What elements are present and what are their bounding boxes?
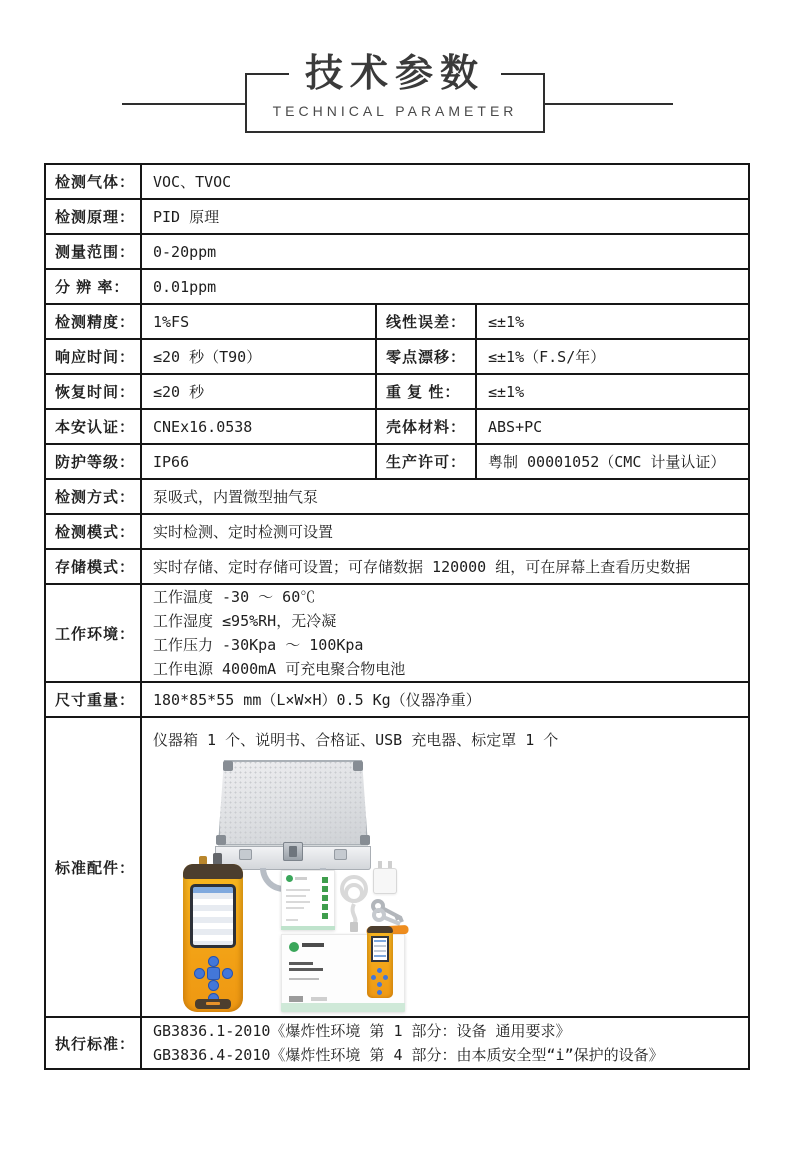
label-linearity-error: 线性误差：	[376, 304, 476, 339]
value-executive-standards	[141, 1017, 749, 1069]
table-row	[45, 549, 749, 584]
accessories-text: 仪器箱 1 个、说明书、合格证、USB 充电器、标定罩 1 个	[153, 730, 559, 749]
case-handle	[260, 868, 326, 892]
value-accuracy: 1%FS	[141, 304, 376, 339]
usb-cable-image	[335, 872, 373, 934]
page-header	[0, 0, 790, 160]
value-size-weight: 180*85*55 mm（L×W×H）0.5 Kg（仪器净重）	[141, 682, 749, 717]
label-gas: 检测气体：	[45, 164, 141, 199]
table-row	[45, 682, 749, 717]
certificate-image	[281, 870, 335, 930]
detector-screen	[190, 884, 236, 948]
detector-button	[207, 967, 220, 980]
label-detection-method: 检测方式：	[45, 479, 141, 514]
table-row	[45, 234, 749, 269]
brand-logo	[289, 942, 299, 952]
value-range: 0-20ppm	[141, 234, 749, 269]
label-protection-rating: 防护等级：	[45, 444, 141, 479]
env-line-pressure: 工作压力 -30Kpa ～ 100Kpa	[153, 636, 364, 654]
header-rule-right	[545, 103, 673, 105]
gas-detector-image	[183, 864, 243, 1012]
manual-image	[281, 934, 405, 1012]
value-gas: VOC、TVOC	[141, 164, 749, 199]
usb-charger-image	[373, 868, 397, 894]
label-working-environment: 工作环境：	[45, 584, 141, 682]
label-zero-drift: 零点漂移：	[376, 339, 476, 374]
sensor-nozzle	[199, 856, 207, 865]
value-recovery-time: ≤20 秒	[141, 374, 376, 409]
value-detection-method: 泵吸式，内置微型抽气泵	[141, 479, 749, 514]
value-detection-mode: 实时检测、定时检测可设置	[141, 514, 749, 549]
detector-button	[208, 980, 219, 991]
spec-table	[44, 163, 750, 1070]
table-row	[45, 269, 749, 304]
value-housing-material: ABS+PC	[476, 409, 749, 444]
label-response-time: 响应时间：	[45, 339, 141, 374]
label-safety-cert: 本安认证：	[45, 409, 141, 444]
table-row	[45, 1017, 749, 1069]
table-row	[45, 199, 749, 234]
carry-case-image	[215, 760, 371, 892]
value-zero-drift: ≤±1%（F.S/年）	[476, 339, 749, 374]
label-accuracy: 检测精度：	[45, 304, 141, 339]
value-safety-cert: CNEx16.0538	[141, 409, 376, 444]
table-row	[45, 164, 749, 199]
label-executive-standards: 执行标准：	[45, 1017, 141, 1069]
label-repeatability: 重 复 性：	[376, 374, 476, 409]
env-line-temperature: 工作温度 -30 ～ 60℃	[153, 588, 316, 606]
table-row	[45, 479, 749, 514]
value-standard-accessories	[141, 717, 749, 1017]
case-lid	[218, 760, 368, 846]
table-row	[45, 444, 749, 479]
case-base	[215, 846, 371, 870]
value-production-license: 粤制 00001052（CMC 计量认证）	[476, 444, 749, 479]
detector-button	[222, 968, 233, 979]
label-storage-mode: 存储模式：	[45, 549, 141, 584]
value-working-environment	[141, 584, 749, 682]
table-row	[45, 339, 749, 374]
label-range: 测量范围：	[45, 234, 141, 269]
standard-line-gb3836-1: GB3836.1-2010《爆炸性环境 第 1 部分：设备 通用要求》	[153, 1022, 571, 1040]
label-standard-accessories: 标准配件：	[45, 717, 141, 1017]
detector-button	[208, 993, 219, 1004]
value-principle: PID 原理	[141, 199, 749, 234]
standard-line-gb3836-4: GB3836.4-2010《爆炸性环境 第 4 部分：由本质安全型“i”保护的设备》	[153, 1046, 664, 1064]
table-row	[45, 304, 749, 339]
mini-detector-image	[367, 926, 393, 998]
table-row	[45, 409, 749, 444]
detector-button	[208, 956, 219, 967]
label-production-license: 生产许可：	[376, 444, 476, 479]
table-row	[45, 584, 749, 682]
detector-button	[194, 968, 205, 979]
value-storage-mode: 实时存储、定时存储可设置；可存储数据 120000 组，可在屏幕上查看历史数据	[141, 549, 749, 584]
value-response-time: ≤20 秒（T90）	[141, 339, 376, 374]
page-title: 技术参数	[289, 42, 501, 97]
label-resolution: 分 辨 率：	[45, 269, 141, 304]
table-row	[45, 374, 749, 409]
sensor-nozzle	[213, 853, 222, 865]
table-row	[45, 514, 749, 549]
value-protection-rating: IP66	[141, 444, 376, 479]
brand-logo	[286, 875, 293, 882]
page-subtitle: TECHNICAL PARAMETER	[272, 103, 518, 119]
calibration-cap-image	[366, 924, 409, 953]
value-linearity-error: ≤±1%	[476, 304, 749, 339]
label-size-weight: 尺寸重量：	[45, 682, 141, 717]
label-detection-mode: 检测模式：	[45, 514, 141, 549]
label-recovery-time: 恢复时间：	[45, 374, 141, 409]
accessories-photo	[183, 760, 423, 1012]
keys-image	[369, 898, 411, 926]
label-principle: 检测原理：	[45, 199, 141, 234]
label-housing-material: 壳体材料：	[376, 409, 476, 444]
env-line-power: 工作电源 4000mA 可充电聚合物电池	[153, 660, 406, 678]
case-lock	[283, 842, 303, 861]
page-title-wrap	[0, 42, 790, 97]
value-resolution: 0.01ppm	[141, 269, 749, 304]
header-rule-left	[122, 103, 245, 105]
table-row	[45, 717, 749, 1017]
value-repeatability: ≤±1%	[476, 374, 749, 409]
env-line-humidity: 工作湿度 ≤95%RH，无冷凝	[153, 612, 337, 630]
